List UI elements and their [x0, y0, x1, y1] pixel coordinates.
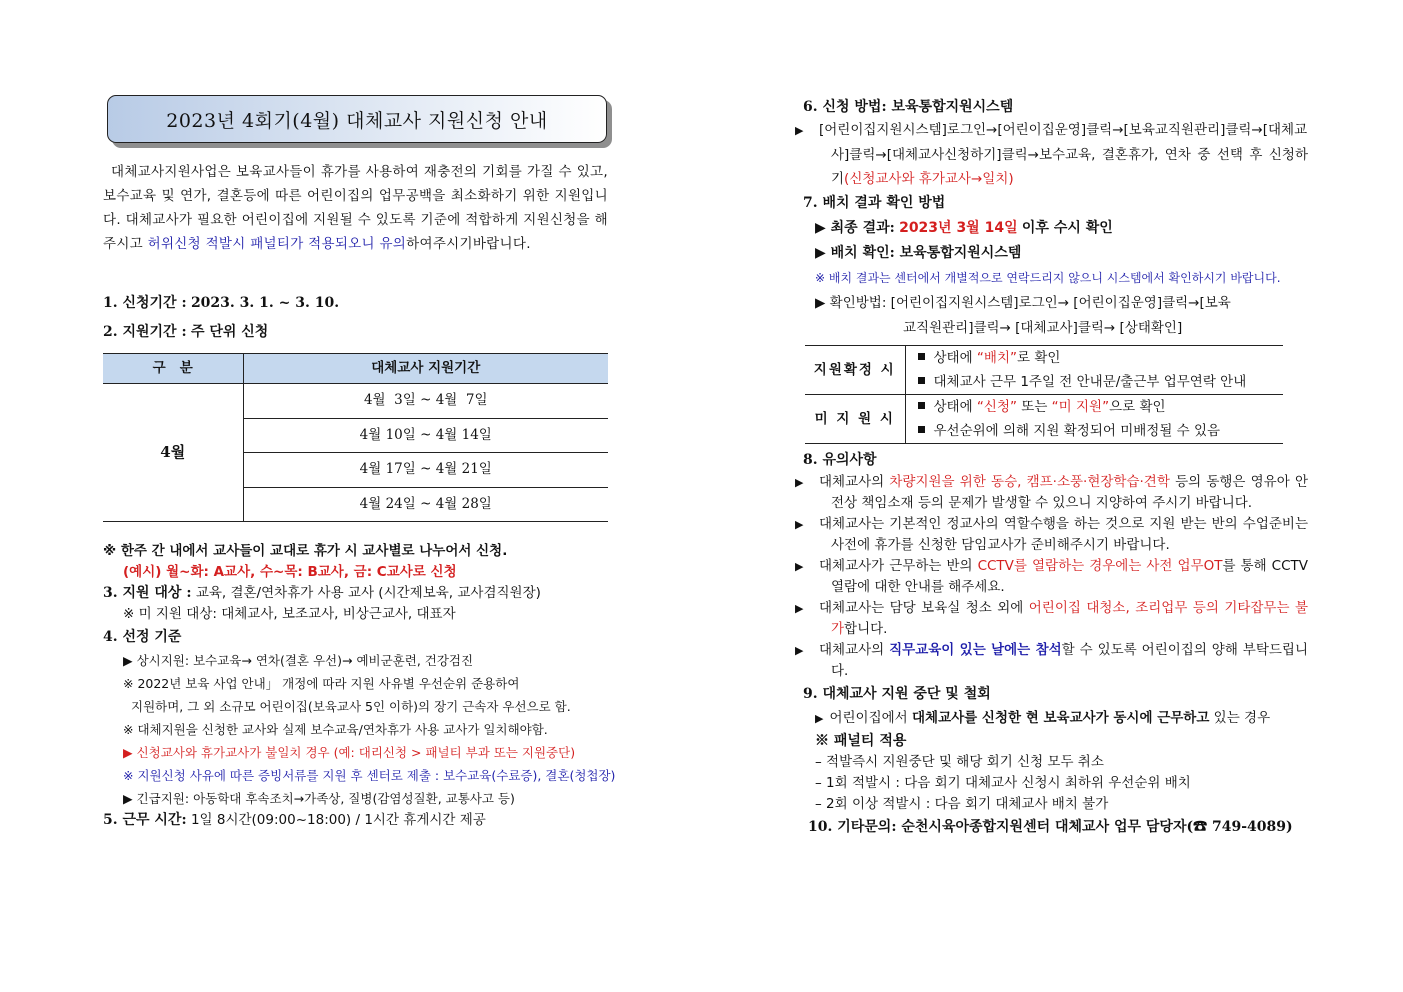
status-keyword: “미 지원”	[1051, 399, 1110, 415]
status-table	[805, 345, 1283, 444]
intro-text: 대체교사지원사업은 보육교사들이 휴가를 사용하여 재충전의 기회를 가질 수 있고, 보수교육 및 연가, 결혼등에 따른 어린이집의 업무공백을 최소화하기 위한 지원입니다. 대체교사가 필요한 어린이집에 지원될 수 있도록 기준에 적합하게 지원신청을 해주시고	[103, 164, 608, 252]
final-result-date: 2023년 3월 14일	[899, 220, 1018, 236]
steps-note: (신청교사와 휴가교사→일치)	[844, 171, 1014, 187]
square-bullet-icon	[918, 426, 925, 433]
section-2	[103, 318, 608, 347]
section-8-label: 8. 유의사항	[803, 452, 877, 468]
section-3-note: ※ 미 지원 대상: 대체교사, 보조교사, 비상근교사, 대표자	[123, 606, 456, 622]
section-9-label: 9. 대체교사 지원 중단 및 철회	[803, 686, 991, 702]
section-1-value: 2023. 3. 1. ~ 3. 10.	[190, 295, 340, 311]
period-cell: 4월 24일 ~ 4월 28일	[243, 487, 608, 522]
criteria-note-1: ※ 2022년 보육 사업 안내」 개정에 따라 지원 사유별 우선순위 준용하여	[123, 676, 520, 691]
status-item: 우선순위에 의해 지원 확정되어 미배정될 수 있음	[918, 419, 1284, 443]
caution-item: ▶ 대체교사가 근무하는 반의 CCTV를 열람하는 경우에는 사전 업무OT를 통해 CCTV열람에 대한 안내를 해주세요.	[795, 558, 1309, 595]
confirm-method-1: ▶ 확인방법: [어린이집지원시스템]로그인→ [어린이집운영]클릭→[보육	[815, 295, 1231, 311]
section-1-label: 1. 신청기간 :	[103, 295, 187, 311]
final-result-label: ▶ 최종 결과:	[815, 220, 895, 236]
penalty-item: – 1회 적발시 : 다음 회기 대체교사 신청시 최하위 우선순위 배치	[815, 775, 1191, 791]
criteria-mismatch-warning: ▶ 신청교사와 휴가교사가 불일치 경우 (예: 대리신청 > 패널티 부과 또는 지원중단)	[123, 745, 576, 760]
criteria-note-2: ※ 대체지원을 신청한 교사와 실제 보수교육/연차휴가 사용 교사가 일치해야함.	[123, 722, 548, 737]
status-keyword: “신청”	[976, 399, 1017, 415]
section-4-items	[103, 649, 616, 810]
table-header-period: 대체교사 지원기간	[243, 354, 608, 384]
status-label: 지원확정 시	[805, 346, 905, 395]
penalty-item: – 2회 이상 적발시 : 다음 회기 대체교사 배치 불가	[815, 796, 1109, 812]
period-cell: 4월 10일 ~ 4월 14일	[243, 418, 608, 453]
status-keyword: “배치”	[976, 350, 1017, 366]
section-3-label: 3. 지원 대상 :	[103, 585, 192, 601]
criteria-note-1-cont: 지원하며, 그 외 소규모 어린이집(보육교사 5인 이하)의 장기 근속자 우선으로 함.	[131, 699, 571, 714]
final-result-end: 이후 수시 확인	[1021, 220, 1113, 236]
status-row-confirmed	[805, 346, 1283, 395]
section-4-label: 4. 선정 기준	[103, 629, 182, 645]
period-cell: 4월 3일 ~ 4월 7일	[243, 384, 608, 419]
section-5	[103, 810, 608, 831]
intro-end: 하여주시기바랍니다.	[406, 236, 531, 252]
right-column	[795, 97, 1309, 839]
table-header-category: 구 분	[103, 354, 243, 384]
section-10-contact: 10. 기타문의: 순천시육아종합지원센터 대체교사 업무 담당자(☎ 749-4089)	[808, 819, 1293, 835]
section-3	[103, 583, 608, 604]
placement-notice: ※ 배치 결과는 센터에서 개별적으로 연락드리지 않으니 시스템에서 확인하시기 바랍니다.	[815, 271, 1281, 285]
section-5-label: 5. 근무 시간:	[103, 812, 187, 828]
final-result	[803, 216, 1308, 241]
support-period-table	[103, 353, 608, 522]
criteria-regular: ▶ 상시지원: 보수교육→ 연차(결혼 우선)→ 예비군훈련, 건강검진	[123, 653, 474, 668]
document-title	[107, 95, 607, 143]
week-note: ※ 한주 간 내에서 교사들이 교대로 휴가 시 교사별로 나누어서 신청.	[103, 543, 508, 559]
example-note: (예시) 월~화: A교사, 수~목: B교사, 금: C교사로 신청	[123, 564, 457, 580]
intro-warning: 허위신청 적발시 패널티가 적용되오니 유의	[147, 236, 407, 252]
left-column	[103, 160, 616, 831]
caution-item: ▶ 대체교사의 직무교육이 있는 날에는 참석할 수 있도록 어린이집의 양해 부탁드립니다.	[795, 642, 1309, 679]
status-item: 상태에 “신청” 또는 “미 지원”으로 확인	[918, 395, 1284, 419]
square-bullet-icon	[918, 353, 925, 360]
square-bullet-icon	[918, 402, 925, 409]
status-label: 미 지 원 시	[805, 395, 905, 444]
triangle-bullet-icon: ▶	[815, 712, 824, 725]
confirm-method-2: 교직원관리]클릭→ [대체교사]클릭→ [상태확인]	[903, 320, 1183, 336]
section-1	[103, 289, 608, 318]
penalty-item: – 적발즉시 지원중단 및 해당 회기 신청 모두 취소	[815, 754, 1104, 770]
section-3-value: 교육, 결혼/연차휴가 사용 교사 (시간제보육, 교사겸직원장)	[195, 585, 541, 601]
penalty-label: ※ 패널티 적용	[815, 733, 907, 749]
month-cell: 4월	[103, 384, 243, 522]
section-7-label: 7. 배치 결과 확인 방법	[803, 195, 946, 211]
withdrawal-condition: ▶ 어린이집에서 대체교사를 신청한 현 보육교사가 동시에 근무하고 있는 경우	[803, 706, 1308, 731]
caution-item: ▶ 대체교사는 기본적인 정교사의 역할수행을 하는 것으로 지원 받는 반의 수업준비는 사전에 휴가를 신청한 담임교사가 준비해주시기 바랍니다.	[795, 516, 1308, 553]
title-text: 2023년 4회기(4월) 대체교사 지원신청 안내	[166, 109, 548, 132]
section-6-label: 6. 신청 방법: 보육통합지원시스템	[803, 99, 1014, 115]
status-row-unsupported	[805, 395, 1283, 444]
section-5-value: 1일 8시간(09:00~18:00) / 1시간 휴게시간 제공	[190, 812, 486, 828]
status-item: 대체교사 근무 1주일 전 안내문/출근부 업무연락 안내	[918, 370, 1284, 394]
status-item: 상태에 “배치”로 확인	[918, 346, 1284, 370]
intro-paragraph	[103, 160, 608, 256]
period-cell: 4월 17일 ~ 4월 21일	[243, 453, 608, 488]
caution-item: ▶ 대체교사는 담당 보육실 청소 외에 어린이집 대청소, 조리업무 등의 기타잡무는 불가합니다.	[795, 600, 1308, 637]
section-6-steps: ▶ [어린이집지원시스템]로그인→[어린이집운영]클릭→[보육교직원관리]클릭→[대체교사]클릭→[대체교사신청하기]클릭→보수교육, 결혼휴가, 연차 중 선택 후 신청하기(신청교사와 휴가교사→일치)	[795, 122, 1308, 187]
placement-confirm: ▶ 배치 확인: 보육통합지원시스템	[815, 245, 1022, 261]
section-2-label: 2. 지원기간 :	[103, 324, 187, 340]
table-row	[103, 384, 608, 419]
criteria-emergency: ▶ 긴급지원: 아동학대 후속조치→가족상, 질병(감염성질환, 교통사고 등)	[123, 791, 515, 806]
caution-item: ▶ 대체교사의 차량지원을 위한 동승, 캠프·소풍·현장학습·견학 등의 동행은 영유아 안전상 책임소재 등의 문제가 발생할 수 있으니 지양하여 주시기 바랍니다.	[795, 474, 1308, 511]
section-8-items	[795, 472, 1309, 682]
criteria-documents-note: ※ 지원신청 사유에 따른 증빙서류를 지원 후 센터로 제출 : 보수교육(수료증), 결혼(청첩장)	[123, 768, 616, 783]
steps-text: [어린이집지원시스템]로그인→[어린이집운영]클릭→[보육교직원관리]클릭→[대체교사]클릭→[대체교사신청하기]클릭→보수교육, 결혼휴가, 연차 중 선택 후 신청하기	[819, 122, 1308, 187]
section-2-value: 주 단위 신청	[190, 324, 269, 340]
square-bullet-icon	[918, 377, 925, 384]
